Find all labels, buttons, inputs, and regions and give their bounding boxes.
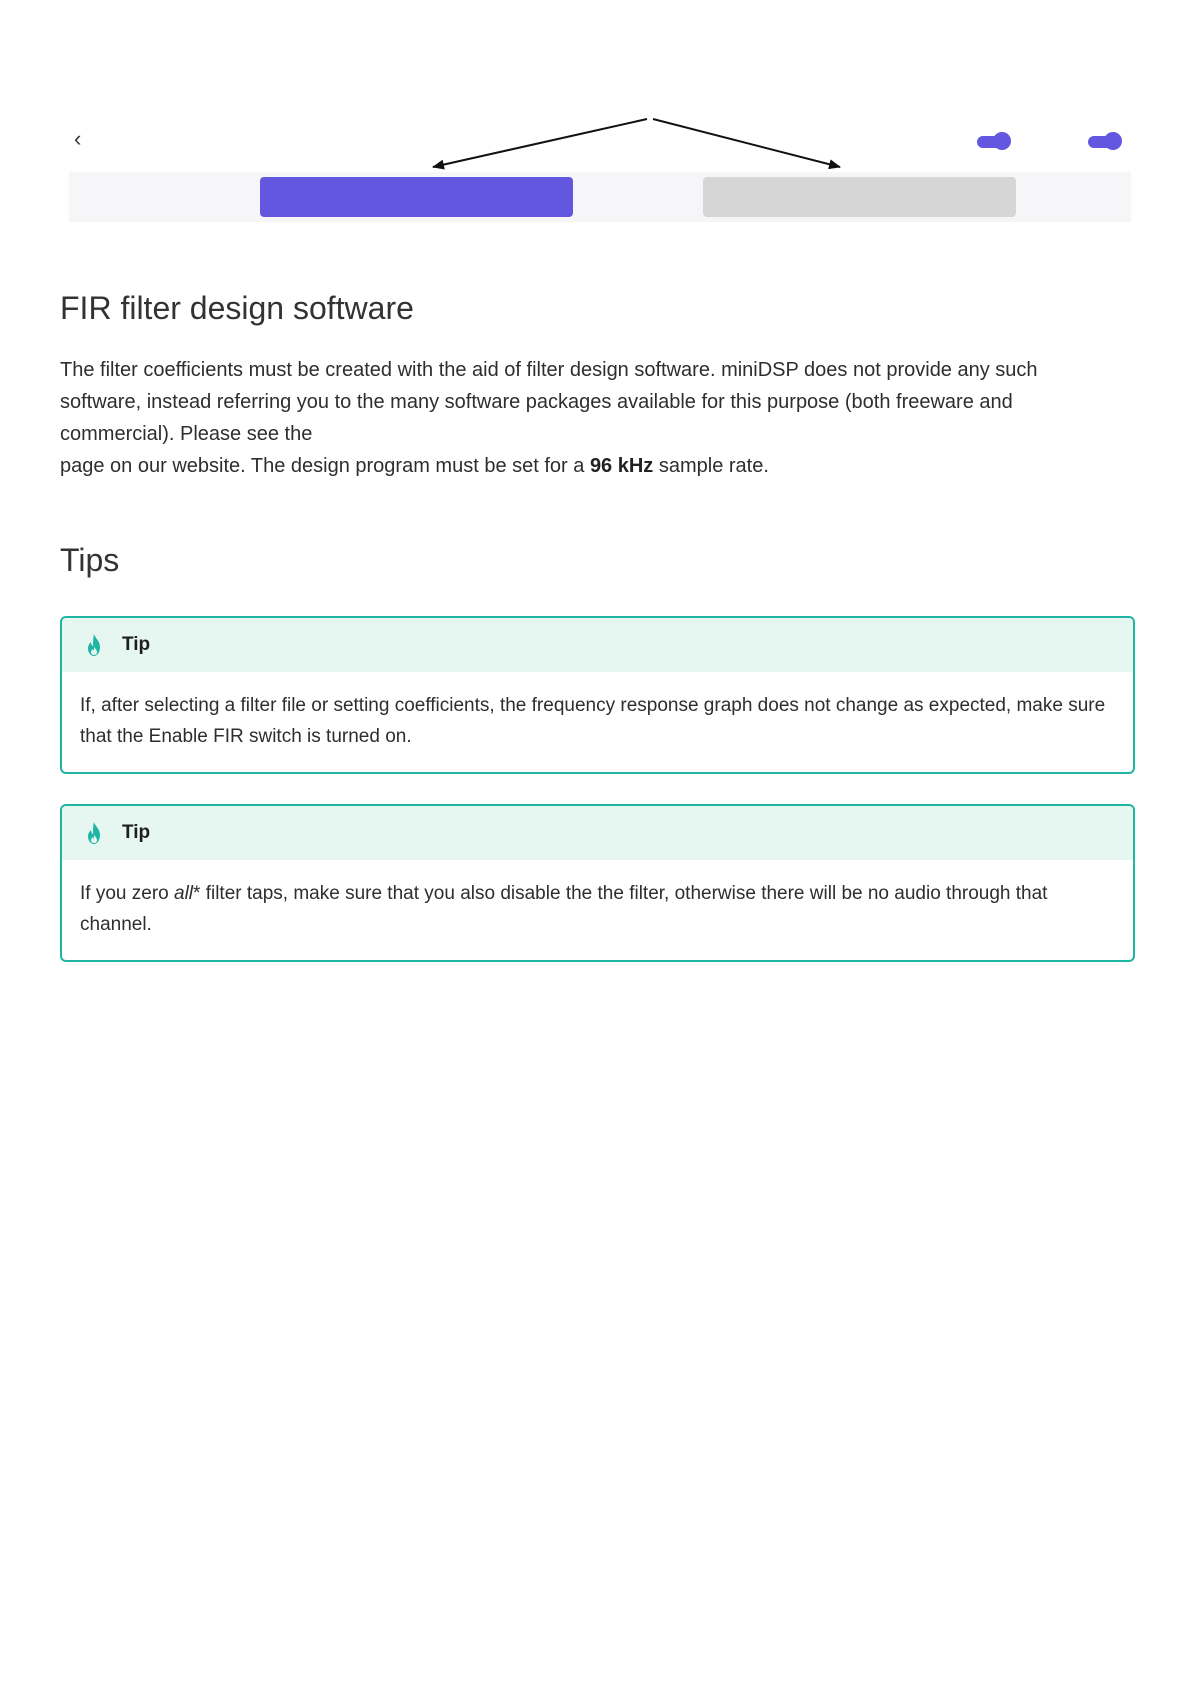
section-heading: FIR filter design software [60,290,414,326]
paragraph-line: The filter coefficients must be created with the aid of filter design software. miniDSP does not provide any such [60,359,1038,381]
tab-strip [69,172,1131,222]
flame-icon [84,821,104,845]
arrow-right [653,119,840,167]
toggle-knob [993,132,1011,150]
tip-label: Tip [122,822,151,843]
tips-heading: Tips [60,542,120,578]
tip-text: * filter taps, make sure that you also disable the the filter, otherwise there will be no audio through that channel. [80,883,1048,935]
flame-icon [84,633,104,657]
tab-inactive [703,177,1016,217]
tip-admonition [60,804,1135,962]
arrow-left [433,119,647,167]
section-paragraph [60,354,1135,482]
sample-rate-value: 96 kHz [589,455,654,477]
tip-label: Tip [122,634,151,655]
paragraph-text: sample rate. [653,455,769,477]
paragraph-line: commercial). Please see the [60,423,313,445]
paragraph-line-last [60,450,1135,482]
paragraph-text: page on our website. The design program must be set for a [60,455,590,477]
tip-body [62,860,1133,960]
tip-header [62,806,1133,860]
back-chevron-icon: ‹ [74,126,82,151]
tip-body: If, after selecting a filter file or setting coefficients, the frequency response graph does not change as expected, make sure that the Enable FIR switch is turned on. [80,695,1106,747]
annotated-screenshot [0,0,1190,240]
paragraph-line: software, instead referring you to the many software packages available for this purpose (both freeware and [60,391,1013,413]
toggle-switch-2 [1088,136,1120,148]
toggle-switch-1 [977,136,1009,148]
toggle-knob [1104,132,1122,150]
tip-header [62,618,1133,672]
tab-active [260,177,573,217]
tip-admonition [60,616,1135,774]
main-content [60,280,1135,962]
tip-emphasis: all [174,883,194,904]
tip-text: If you zero [80,883,174,904]
